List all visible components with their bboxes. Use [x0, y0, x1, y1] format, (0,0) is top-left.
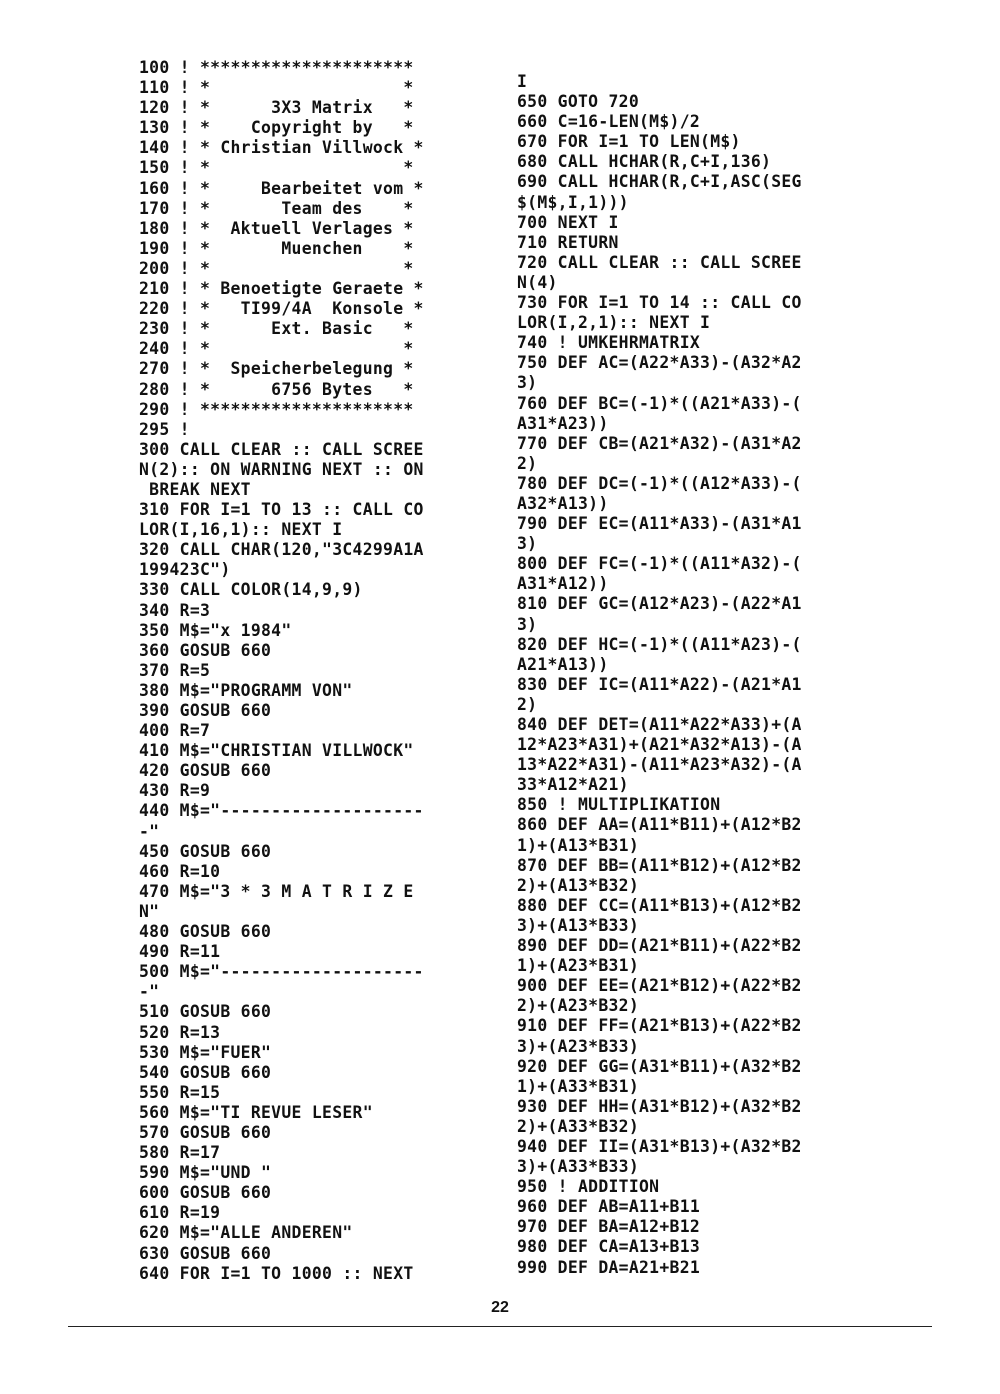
code-line: 12*A23*A31)+(A21*A32*A13)-(A	[517, 735, 802, 755]
code-line: 100 ! *********************	[139, 58, 414, 77]
code-line: 910 DEF FF=(A21*B13)+(A22*B2	[517, 1016, 802, 1036]
code-line: 3)	[517, 373, 538, 393]
code-line: 940 DEF II=(A31*B13)+(A32*B2	[517, 1136, 802, 1156]
code-line: 380 M$="PROGRAMM VON"	[139, 680, 353, 700]
code-line: 500 M$="--------------------	[139, 962, 424, 982]
code-line: 890 DEF DD=(A21*B11)+(A22*B2	[517, 936, 802, 956]
code-line: 920 DEF GG=(A31*B11)+(A32*B2	[517, 1056, 802, 1076]
code-line: LOR(I,2,1):: NEXT I	[517, 313, 711, 333]
listing-right-column	[517, 72, 802, 1278]
code-line: 620 M$="ALLE ANDEREN"	[139, 1223, 353, 1243]
code-line: 3)+(A13*B33)	[517, 915, 640, 935]
code-line: 590 M$="UND "	[139, 1163, 272, 1183]
code-line: 540 GOSUB 660	[139, 1062, 272, 1082]
code-line: 860 DEF AA=(A11*B11)+(A12*B2	[517, 815, 802, 835]
code-line: 790 DEF EC=(A11*A33)-(A31*A1	[517, 514, 802, 534]
code-line: 2)	[517, 694, 538, 714]
code-line: 110 ! * *	[139, 78, 414, 98]
code-line: 420 GOSUB 660	[139, 761, 272, 781]
code-line: 3)+(A33*B33)	[517, 1157, 640, 1177]
code-line: I	[517, 72, 528, 91]
code-line: N"	[139, 901, 160, 921]
code-line: 680 CALL HCHAR(R,C+I,136)	[517, 152, 772, 172]
code-line: 270 ! * Speicherbelegung *	[139, 359, 414, 379]
code-line: 880 DEF CC=(A11*B13)+(A12*B2	[517, 895, 802, 915]
code-line: 830 DEF IC=(A11*A22)-(A21*A1	[517, 674, 802, 694]
code-line: 730 FOR I=1 TO 14 :: CALL CO	[517, 293, 802, 313]
code-line: 510 GOSUB 660	[139, 1002, 272, 1022]
code-line: 870 DEF BB=(A11*B12)+(A12*B2	[517, 855, 802, 875]
code-line: 200 ! * *	[139, 258, 414, 278]
code-line: 3)	[517, 614, 538, 634]
code-line: 360 GOSUB 660	[139, 640, 272, 660]
code-line: 300 CALL CLEAR :: CALL SCREE	[139, 439, 424, 459]
code-line: 760 DEF BC=(-1)*((A21*A33)-(	[517, 393, 802, 413]
code-line: 600 GOSUB 660	[139, 1183, 272, 1203]
code-line: 460 R=10	[139, 861, 221, 881]
code-line: 840 DEF DET=(A11*A22*A33)+(A	[517, 715, 802, 734]
code-line: 210 ! * Benoetigte Geraete *	[139, 279, 424, 299]
code-line: 560 M$="TI REVUE LESER"	[139, 1102, 373, 1122]
code-line: 180 ! * Aktuell Verlages *	[139, 218, 414, 238]
code-line: 160 ! * Bearbeitet vom *	[139, 178, 424, 198]
code-line: 140 ! * Christian Villwock *	[139, 138, 424, 158]
code-line: 900 DEF EE=(A21*B12)+(A22*B2	[517, 976, 802, 996]
code-line: 720 CALL CLEAR :: CALL SCREE	[517, 252, 802, 272]
code-line: 480 GOSUB 660	[139, 922, 272, 942]
code-line: 820 DEF HC=(-1)*((A11*A23)-(	[517, 634, 802, 654]
code-line: 370 R=5	[139, 660, 211, 680]
code-line: 390 GOSUB 660	[139, 701, 272, 720]
code-line: 520 R=13	[139, 1022, 221, 1042]
code-line: 650 GOTO 720	[517, 92, 640, 112]
code-line: 3)+(A23*B33)	[517, 1036, 640, 1056]
code-line: 1)+(A13*B31)	[517, 835, 640, 855]
code-line: A31*A12))	[517, 574, 609, 594]
code-line: 330 CALL COLOR(14,9,9)	[139, 580, 363, 600]
code-line: 150 ! * *	[139, 158, 414, 178]
code-line: 550 R=15	[139, 1082, 221, 1102]
code-line: 980 DEF CA=A13+B13	[517, 1237, 701, 1257]
code-line: 670 FOR I=1 TO LEN(M$)	[517, 132, 741, 152]
code-line: 610 R=19	[139, 1203, 221, 1223]
code-line: 970 DEF BA=A12+B12	[517, 1217, 701, 1237]
code-line: -"	[139, 982, 160, 1002]
code-line: 810 DEF GC=(A12*A23)-(A22*A1	[517, 594, 802, 614]
code-line: 710 RETURN	[517, 232, 619, 252]
code-line: 660 C=16-LEN(M$)/2	[517, 112, 701, 132]
code-line: 1)+(A33*B31)	[517, 1076, 640, 1096]
code-line: 690 CALL HCHAR(R,C+I,ASC(SEG	[517, 172, 802, 192]
code-line: 770 DEF CB=(A21*A32)-(A31*A2	[517, 433, 802, 453]
code-line: 400 R=7	[139, 721, 211, 741]
code-line: 410 M$="CHRISTIAN VILLWOCK"	[139, 741, 414, 761]
code-line: 199423C")	[139, 560, 231, 580]
code-line: 130 ! * Copyright by *	[139, 118, 414, 138]
code-line: 310 FOR I=1 TO 13 :: CALL CO	[139, 500, 424, 520]
code-line: 290 ! *********************	[139, 399, 414, 419]
code-line: 2)	[517, 453, 538, 473]
code-line: 490 R=11	[139, 942, 221, 962]
code-line: 780 DEF DC=(-1)*((A12*A33)-(	[517, 473, 802, 493]
code-line: 700 NEXT I	[517, 212, 619, 232]
code-line: A31*A23))	[517, 413, 609, 433]
code-line: 3)	[517, 534, 538, 554]
code-line: 950 ! ADDITION	[517, 1177, 660, 1197]
code-line: 295 !	[139, 419, 190, 439]
code-line: 230 ! * Ext. Basic *	[139, 319, 414, 339]
code-line: 930 DEF HH=(A31*B12)+(A32*B2	[517, 1096, 802, 1116]
code-line: BREAK NEXT	[139, 479, 251, 499]
code-line: 280 ! * 6756 Bytes *	[139, 379, 414, 399]
code-line: 740 ! UMKEHRMATRIX	[517, 333, 701, 353]
code-line: A21*A13))	[517, 654, 609, 674]
code-line: 2)+(A33*B32)	[517, 1116, 640, 1136]
listing-left-column	[139, 58, 424, 1284]
code-line: 800 DEF FC=(-1)*((A11*A32)-(	[517, 554, 802, 574]
code-line: 440 M$="--------------------	[139, 801, 424, 821]
code-line: 350 M$="x 1984"	[139, 620, 292, 640]
code-line: A32*A13))	[517, 493, 609, 513]
code-line: N(4)	[517, 272, 558, 292]
code-line: 580 R=17	[139, 1143, 221, 1163]
code-line: 530 M$="FUER"	[139, 1042, 272, 1062]
code-line: 33*A12*A21)	[517, 775, 629, 795]
footer-rule	[68, 1326, 932, 1327]
code-line: -"	[139, 821, 160, 841]
code-line: N(2):: ON WARNING NEXT :: ON	[139, 459, 424, 479]
code-line: 320 CALL CHAR(120,"3C4299A1A	[139, 540, 424, 560]
code-line: 120 ! * 3X3 Matrix *	[139, 98, 414, 118]
code-line: 2)+(A23*B32)	[517, 996, 640, 1016]
code-line: 170 ! * Team des *	[139, 198, 414, 218]
code-line: 2)+(A13*B32)	[517, 875, 640, 895]
code-line: 750 DEF AC=(A22*A33)-(A32*A2	[517, 353, 802, 373]
code-line: 340 R=3	[139, 600, 211, 620]
code-line: 960 DEF AB=A11+B11	[517, 1197, 701, 1217]
code-line: 240 ! * *	[139, 339, 414, 359]
code-line: $(M$,I,1)))	[517, 192, 629, 212]
code-line: 630 GOSUB 660	[139, 1243, 272, 1263]
code-line: 570 GOSUB 660	[139, 1122, 272, 1142]
code-line: 430 R=9	[139, 781, 211, 801]
code-line: 850 ! MULTIPLIKATION	[517, 795, 721, 815]
code-line: 640 FOR I=1 TO 1000 :: NEXT	[139, 1263, 414, 1283]
page-number: 22	[491, 1299, 509, 1316]
code-line: 220 ! * TI99/4A Konsole *	[139, 299, 424, 319]
code-line: 13*A22*A31)-(A11*A23*A32)-(A	[517, 755, 802, 775]
code-line: 1)+(A23*B31)	[517, 956, 640, 976]
code-line: 470 M$="3 * 3 M A T R I Z E	[139, 881, 414, 901]
code-line: 190 ! * Muenchen *	[139, 238, 414, 258]
code-line: LOR(I,16,1):: NEXT I	[139, 520, 343, 540]
code-line: 450 GOSUB 660	[139, 841, 272, 861]
code-line: 990 DEF DA=A21+B21	[517, 1257, 701, 1277]
